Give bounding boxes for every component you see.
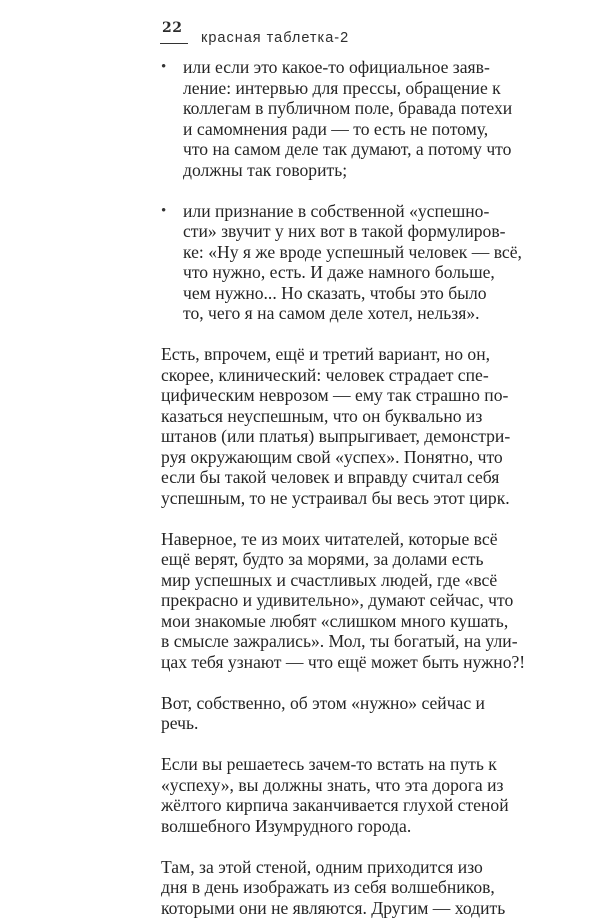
text-line: Там, за этой стеной, одним приходится изо xyxy=(161,857,531,878)
text-line: или признание в собственной «успешно- xyxy=(183,201,531,222)
text-line: Если вы решаетесь зачем-то встать на путь к xyxy=(161,754,531,775)
text-line: Есть, впрочем, ещё и третий вариант, но он, xyxy=(161,344,531,365)
text-line: сти» звучит у них вот в такой формулиров- xyxy=(183,221,531,242)
text-line: то, чего я на самом деле хотел, нельзя». xyxy=(183,303,531,324)
text-line: дня в день изображать из себя волшебников, xyxy=(161,877,531,898)
text-line: жёлтого кирпича заканчивается глухой стеной xyxy=(161,795,531,816)
running-title: красная таблетка-2 xyxy=(201,30,349,46)
paragraph xyxy=(161,529,531,673)
paragraph xyxy=(161,754,531,836)
text-line: ещё верят, будто за морями, за долами есть xyxy=(161,549,531,570)
text-line: мир успешных и счастливых людей, где «всё xyxy=(161,570,531,591)
paragraph-gap xyxy=(161,734,531,755)
paragraph xyxy=(161,693,531,734)
text-line: руя окружающим свой «успех». Понятно, что xyxy=(161,447,531,468)
page-header xyxy=(160,20,520,52)
paragraph xyxy=(161,857,531,918)
bullet-icon: • xyxy=(161,201,166,222)
text-line: что на самом деле так думают, а потому что xyxy=(183,139,531,160)
bullet-icon: • xyxy=(161,57,166,78)
body-text xyxy=(161,57,531,918)
text-line: если бы такой человек и вправду считал себя xyxy=(161,467,531,488)
text-line: должны так говорить; xyxy=(183,160,531,181)
page-number: 22 xyxy=(162,20,182,36)
text-line: успешным, то не устраивал бы весь этот цирк. xyxy=(161,488,531,509)
text-line: цах тебя узнают — что ещё может быть нужно?! xyxy=(161,652,531,673)
text-line: скорее, клинический: человек страдает спе- xyxy=(161,365,531,386)
text-line: штанов (или платья) выпрыгивает, демонстри- xyxy=(161,426,531,447)
text-line: волшебного Изумрудного города. xyxy=(161,816,531,837)
text-line: коллегам в публичном поле, бравада потехи xyxy=(183,98,531,119)
paragraph xyxy=(161,344,531,508)
text-line: чем нужно... Но сказать, чтобы это было xyxy=(183,283,531,304)
text-line: в смысле зажрались». Мол, ты богатый, на ули- xyxy=(161,631,531,652)
text-line: Вот, собственно, об этом «нужно» сейчас и xyxy=(161,693,531,714)
text-line: речь. xyxy=(161,713,531,734)
text-line: цифическим неврозом — ему так страшно по- xyxy=(161,385,531,406)
bullet-item xyxy=(161,57,531,180)
text-line: что нужно, есть. И даже намного больше, xyxy=(183,262,531,283)
text-line: казаться неуспешным, что он буквально из xyxy=(161,406,531,427)
text-line: мои знакомые любят «слишком много кушать, xyxy=(161,611,531,632)
paragraph-gap xyxy=(161,672,531,693)
text-line: или если это какое-то официальное заяв- xyxy=(183,57,531,78)
text-line: «успеху», вы должны знать, что эта дорога из xyxy=(161,775,531,796)
text-line: которыми они не являются. Другим — ходить xyxy=(161,898,531,918)
text-line: прекрасно и удивительно», думают сейчас, что xyxy=(161,590,531,611)
text-line: и самомнения ради — то есть не потому, xyxy=(183,119,531,140)
paragraph-gap xyxy=(161,180,531,201)
page-number-rule xyxy=(160,43,188,44)
text-line: Наверное, те из моих читателей, которые всё xyxy=(161,529,531,550)
bullet-item xyxy=(161,201,531,324)
paragraph-gap xyxy=(161,508,531,529)
paragraph-gap xyxy=(161,324,531,345)
text-line: ке: «Ну я же вроде успешный человек — всё, xyxy=(183,242,531,263)
text-line: ление: интервью для прессы, обращение к xyxy=(183,78,531,99)
paragraph-gap xyxy=(161,836,531,857)
